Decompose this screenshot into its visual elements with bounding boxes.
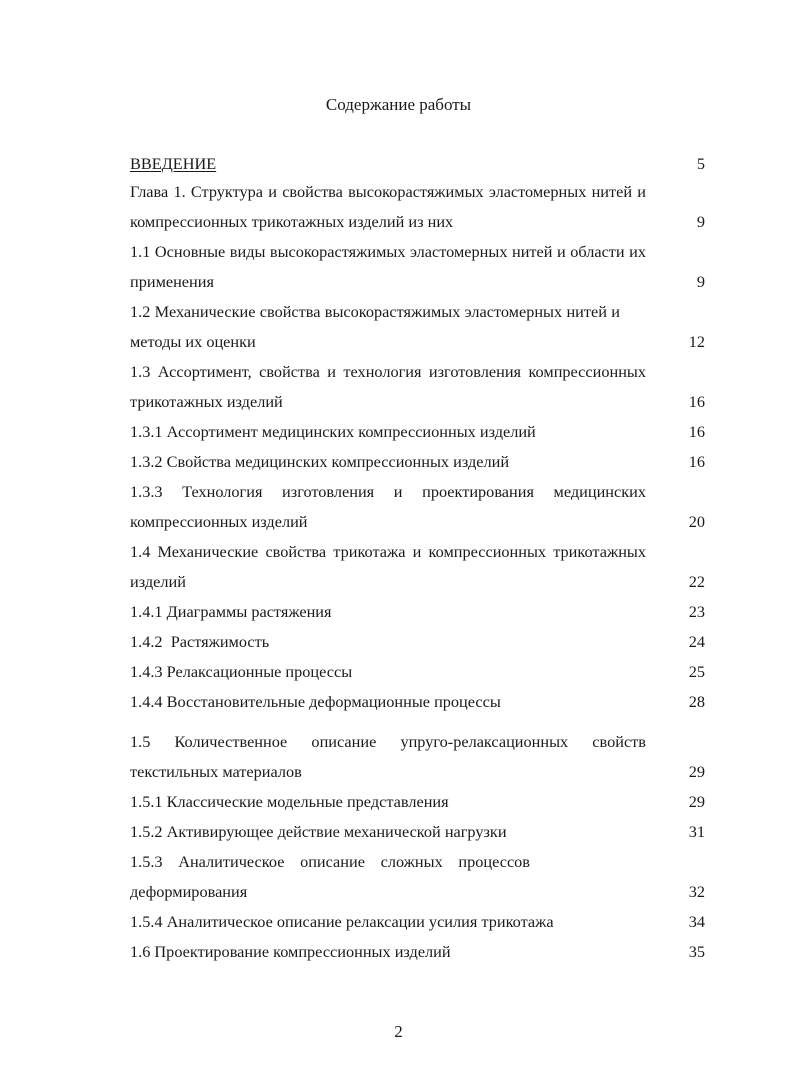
toc-entry-1-4-4 [130, 687, 705, 717]
toc-entry-page: 34 [688, 912, 705, 931]
toc-entry-1-2 [130, 297, 705, 357]
toc-entry-text: 1.3.1 Ассортимент медицинских компрессионных изделий [130, 422, 536, 441]
toc-entry-text: 1.3 Ассортимент, свойства и технология изготовления компрессионных трикотажных изделий [130, 362, 646, 411]
toc-entry-1-4-1 [130, 597, 705, 627]
toc-entry-1-3-1 [130, 417, 705, 447]
toc-entry-1-4-3 [130, 657, 705, 687]
toc-entry-text: 1.5.3 Аналитическое описание сложных процессов деформирования [130, 852, 530, 901]
toc-entry-page: 31 [688, 822, 705, 841]
toc-entry-1-5-2 [130, 817, 705, 847]
toc-entry-page: 23 [688, 602, 705, 621]
toc-entry-text: 1.3.3 Технология изготовления и проектирования медицинских компрессионных изделий [130, 482, 646, 531]
toc-entry-1-4 [130, 537, 705, 597]
toc-entry-text: 1.1 Основные виды высокорастяжимых эластомерных нитей и области их применения [130, 242, 646, 291]
toc-entry-page: 32 [688, 882, 705, 901]
toc-entry-text: 1.3.2 Свойства медицинских компрессионных изделий [130, 452, 510, 471]
toc-entry-introduction [130, 153, 705, 175]
toc-entry-text: 1.5.2 Активирующее действие механической нагрузки [130, 822, 507, 841]
toc-entry-text: 1.6 Проектирование компрессионных изделий [130, 942, 451, 961]
toc-entry-page: 22 [688, 572, 705, 591]
toc-entry-text: 1.4.4 Восстановительные деформационные процессы [130, 692, 501, 711]
toc-entry-text: 1.5 Количественное описание упруго-релаксационных свойств текстильных материалов [130, 732, 646, 781]
toc-entry-chapter-1 [130, 177, 705, 237]
toc-entry-page: 9 [696, 272, 705, 291]
toc-entry-text: 1.2 Механические свойства высокорастяжимых эластомерных нитей и методы их оценки [130, 302, 620, 351]
toc-entry-text: 1.4.2 Растяжимость [130, 632, 270, 651]
toc-entry-1-5-1 [130, 787, 705, 817]
toc-entry-text: 1.5.1 Классические модельные представления [130, 792, 449, 811]
toc-entry-page: 35 [688, 942, 705, 961]
toc-entry-1-5-3 [130, 847, 705, 907]
toc-entry-text: 1.4.1 Диаграммы растяжения [130, 602, 332, 621]
toc-entry-page: 29 [688, 762, 705, 781]
toc-entry-text: 1.5.4 Аналитическое описание релаксации усилия трикотажа [130, 912, 554, 931]
toc-entry-page: 24 [688, 632, 705, 651]
toc-entry-text: ВВЕДЕНИЕ [130, 154, 217, 173]
toc-entry-1-3 [130, 357, 705, 417]
toc-entry-1-3-3 [130, 477, 705, 537]
toc-entry-page: 28 [688, 692, 705, 711]
toc-entry-1-6 [130, 937, 705, 967]
toc-entry-page: 16 [688, 452, 705, 471]
page-title: Содержание работы [325, 95, 472, 114]
toc-entry-1-5 [130, 727, 705, 787]
toc-entry-page: 16 [688, 422, 705, 441]
page-number: 2 [394, 1022, 403, 1041]
toc-entry-page: 9 [696, 212, 705, 231]
toc-entry-text: 1.4.3 Релаксационные процессы [130, 662, 353, 681]
toc-entry-page: 16 [688, 392, 705, 411]
toc-entry-1-3-2 [130, 447, 705, 477]
toc-entry-page: 12 [688, 332, 705, 351]
toc-entry-page: 20 [688, 512, 705, 531]
toc-entry-1-5-4 [130, 907, 705, 937]
table-of-contents [130, 153, 705, 967]
toc-entry-page: 25 [688, 662, 705, 681]
toc-entry-page: 29 [688, 792, 705, 811]
toc-entry-page: 5 [696, 154, 705, 173]
toc-entry-1-1 [130, 237, 705, 297]
toc-entry-text: 1.4 Механические свойства трикотажа и компрессионных трикотажных изделий [130, 542, 646, 591]
toc-entry-text: Глава 1. Структура и свойства высокорастяжимых эластомерных нитей и компрессионных трикотажных изделий из них [130, 182, 646, 231]
toc-entry-1-4-2 [130, 627, 705, 657]
